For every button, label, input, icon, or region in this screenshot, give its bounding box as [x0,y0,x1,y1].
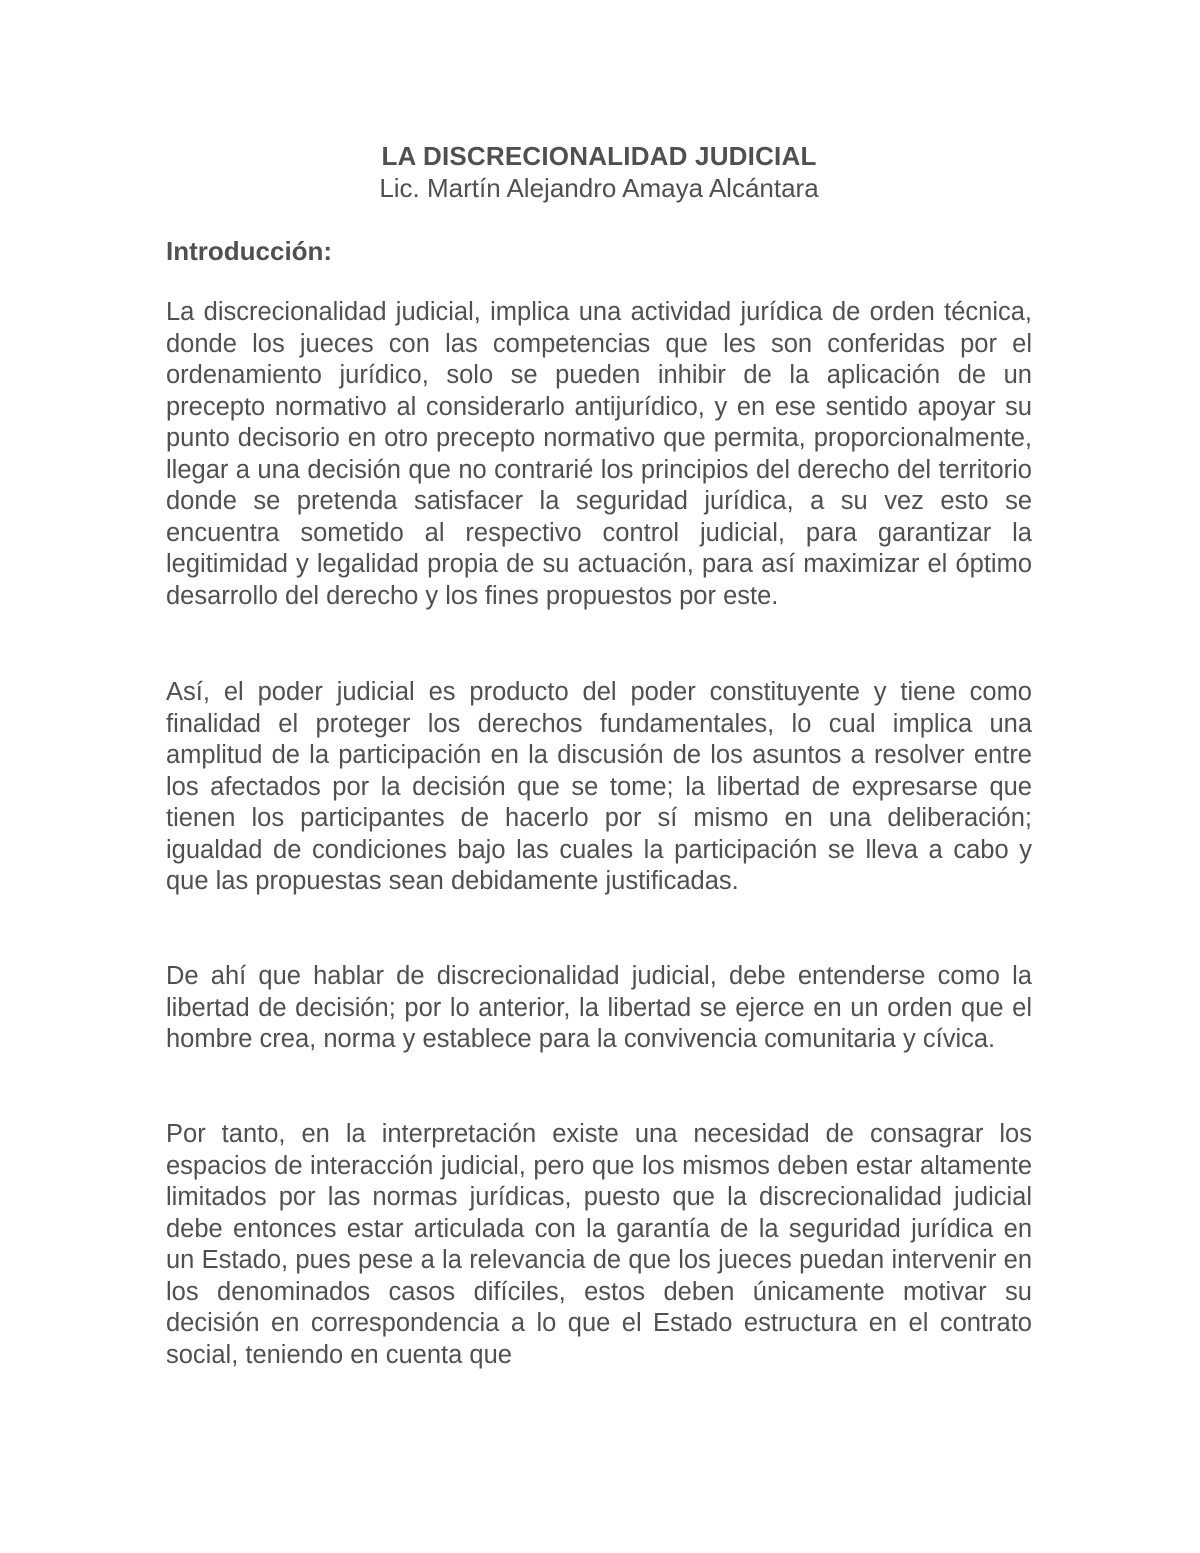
document-author: Lic. Martín Alejandro Amaya Alcántara [379,173,819,203]
paragraph-1: La discrecionalidad judicial, implica una actividad jurídica de orden técnica, donde los jueces con las competencias que les son conferidas por el ordenamiento jurídico, solo se pueden inhibir de la aplicación de un precepto normativo al considerarlo antijurídico, y en ese sentido apoyar su punto decisorio en otro precepto normativo que permita, proporcionalmente, llegar a una decisión que no contrarié los principios del derecho del territorio donde se pretenda satisfacer la seguridad jurídica, a su vez esto se encuentra sometido al respectivo control judicial, para garantizar la legitimidad y legalidad propia de su actuación, para así maximizar el óptimo desarrollo del derecho y los fines propuestos por este. [166,298,1032,610]
section-heading: Introducción: [166,236,333,266]
document-title: LA DISCRECIONALIDAD JUDICIAL [381,141,817,171]
paragraph-4: Por tanto, en la interpretación existe una necesidad de consagrar los espacios de interacción judicial, pero que los mismos deben estar altamente limitados por las normas jurídicas, puesto que la discrecionalidad judicial debe entonces estar articulada con la garantía de la seguridad jurídica en un Estado, pues pese a la relevancia de que los jueces puedan intervenir en los denominados casos difíciles, estos deben únicamente motivar su decisión en correspondencia a lo que el Estado estructura en el contrato social, teniendo en cuenta que [166,1120,1032,1369]
paragraph-3: De ahí que hablar de discrecionalidad judicial, debe entenderse como la libertad de decisión; por lo anterior, la libertad se ejerce en un orden que el hombre crea, norma y establece para la convivencia comunitaria y cívica. [166,962,1032,1053]
paragraph-2: Así, el poder judicial es producto del poder constituyente y tiene como finalidad el proteger los derechos fundamentales, lo cual implica una amplitud de la participación en la discusión de los asuntos a resolver entre los afectados por la decisión que se tome; la libertad de expresarse que tienen los participantes de hacerlo por sí mismo en una deliberación; igualdad de condiciones bajo las cuales la participación se lleva a cabo y que las propuestas sean debidamente justificadas. [166,678,1032,895]
